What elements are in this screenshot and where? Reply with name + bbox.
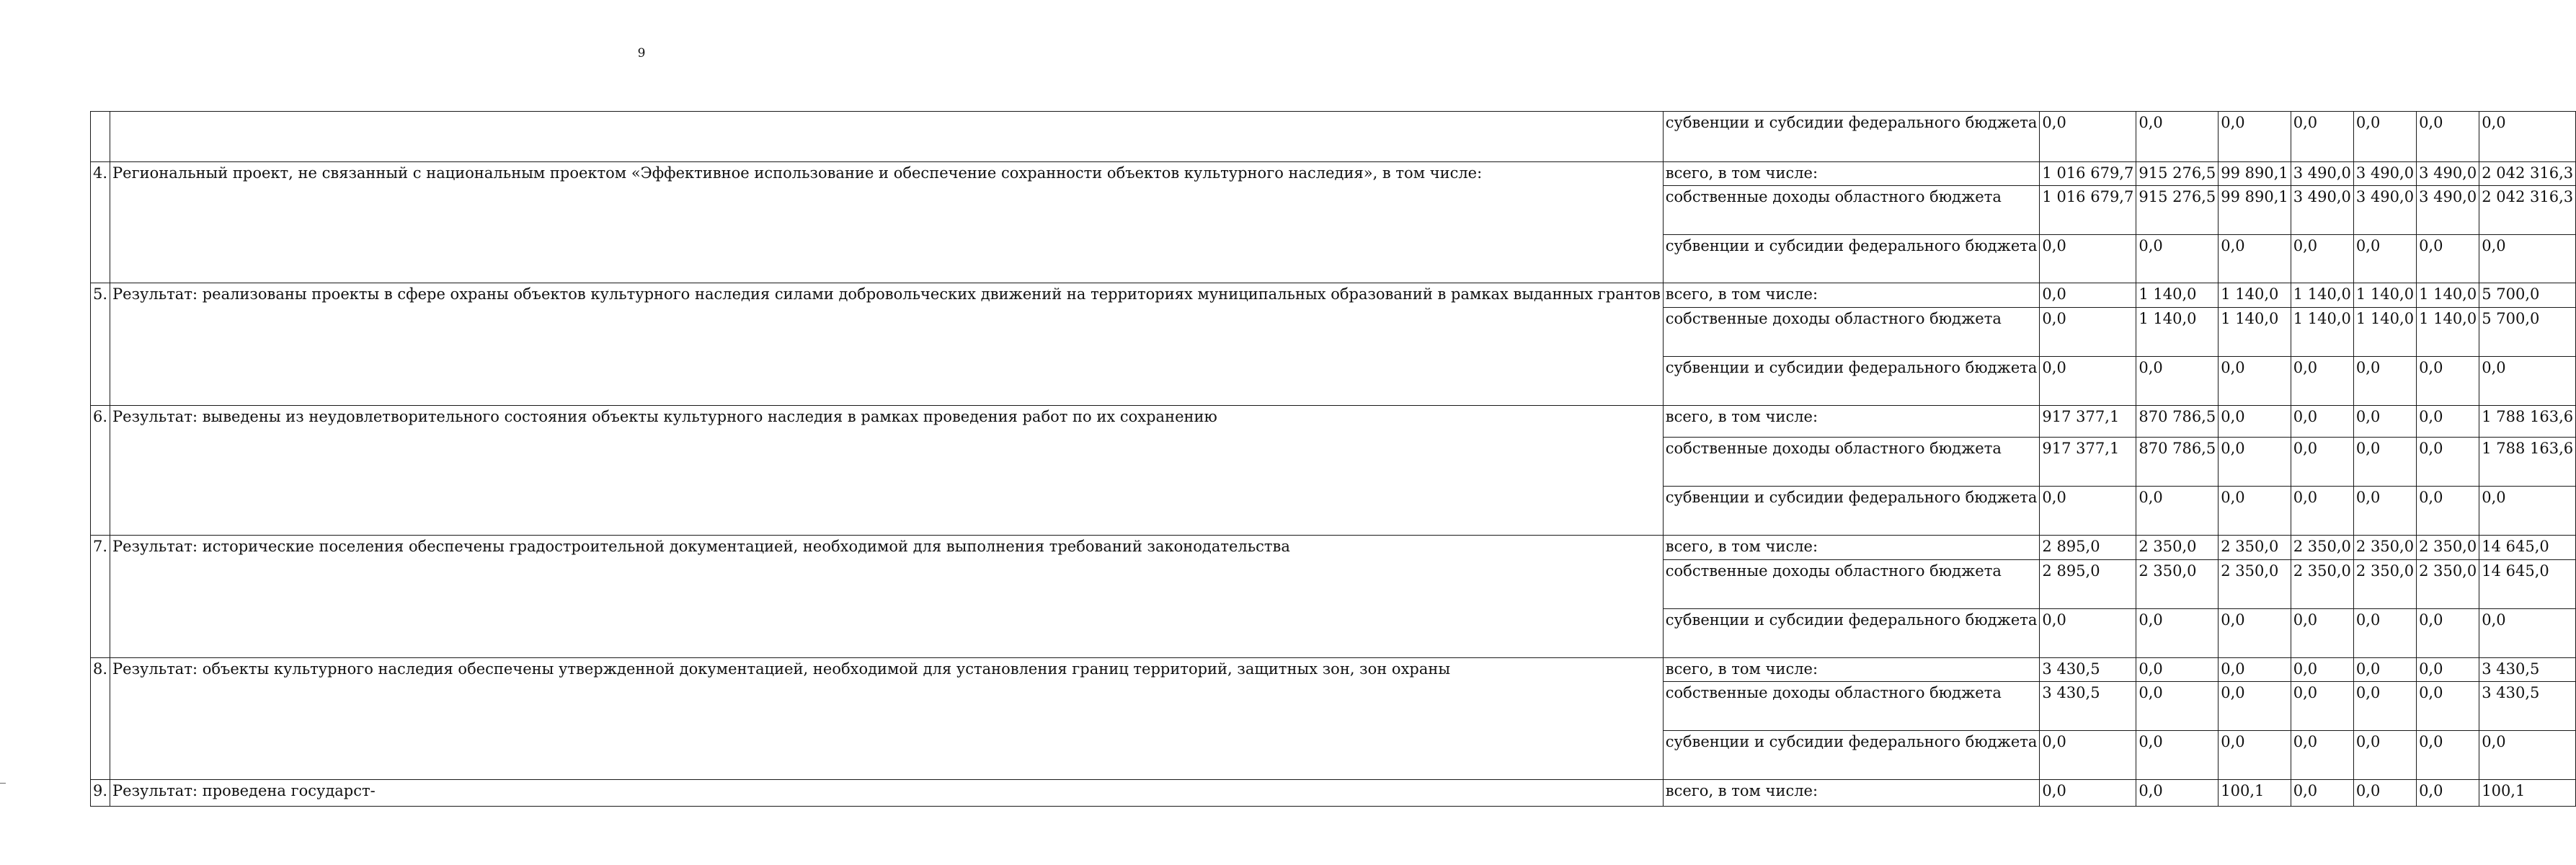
year-value-cell: 0,0 (2136, 487, 2219, 536)
year-value-cell: 0,0 (2417, 731, 2479, 780)
year-value-cell: 0,0 (2219, 438, 2291, 487)
funding-source: субвенции и субсидии федерального бюджета (1663, 731, 2040, 780)
year-value-cell: 2 350,0 (2291, 536, 2353, 560)
year-value-cell: 0,0 (2219, 487, 2291, 536)
total-value-cell: 0,0 (2479, 235, 2576, 283)
year-value-cell: 2 350,0 (2136, 560, 2219, 609)
row-description: Результат: исторические поселения обеспечены градостроительной документацией, необходимой для выполнения требований законодательства (110, 536, 1664, 658)
year-value-cell: 0,0 (2291, 438, 2353, 487)
total-value-cell: 0,0 (2479, 731, 2576, 780)
year-value-cell: 0,0 (2219, 731, 2291, 780)
year-value-cell: 0,0 (2219, 609, 2291, 658)
year-value-cell: 0,0 (2040, 283, 2136, 308)
total-value-cell: 3 430,5 (2479, 682, 2576, 731)
year-value-cell: 3 490,0 (2353, 162, 2416, 186)
year-value-cell: 0,0 (2040, 609, 2136, 658)
year-value-cell: 1 016 679,7 (2040, 186, 2136, 235)
year-value-cell: 0,0 (2040, 235, 2136, 283)
year-value-cell: 0,0 (2291, 235, 2353, 283)
year-value-cell: 0,0 (2136, 357, 2219, 406)
year-value-cell: 0,0 (2417, 357, 2479, 406)
funding-source: всего, в том числе: (1663, 406, 2040, 438)
year-value-cell: 1 140,0 (2291, 308, 2353, 357)
year-value-cell: 3 430,5 (2040, 658, 2136, 682)
table-row (91, 162, 2576, 186)
year-value-cell: 99 890,1 (2219, 186, 2291, 235)
funding-source: субвенции и субсидии федерального бюджета (1663, 112, 2040, 162)
table-row (91, 283, 2576, 308)
year-value-cell: 915 276,5 (2136, 186, 2219, 235)
total-value-cell: 5 700,0 (2479, 308, 2576, 357)
year-value-cell: 915 276,5 (2136, 162, 2219, 186)
row-description: Результат: выведены из неудовлетворительного состояния объекты культурного наследия в рамках проведения работ по их сохранению (110, 406, 1664, 536)
year-value-cell: 0,0 (2353, 235, 2416, 283)
funding-source: собственные доходы областного бюджета (1663, 682, 2040, 731)
year-value-cell: 0,0 (2219, 112, 2291, 162)
year-value-cell: 0,0 (2417, 609, 2479, 658)
row-description: Результат: проведена государст- (110, 780, 1664, 807)
year-value-cell: 100,1 (2219, 780, 2291, 807)
year-value-cell: 2 350,0 (2417, 560, 2479, 609)
total-value-cell: 2 042 316,3 (2479, 186, 2576, 235)
year-value-cell: 1 140,0 (2136, 283, 2219, 308)
year-value-cell: 0,0 (2136, 235, 2219, 283)
total-value-cell: 100,1 (2479, 780, 2576, 807)
table-row (91, 112, 2576, 162)
row-number: 4. (91, 162, 110, 283)
year-value-cell: 2 350,0 (2219, 560, 2291, 609)
funding-source: субвенции и субсидии федерального бюджета (1663, 487, 2040, 536)
margin-mark (0, 783, 6, 784)
year-value-cell: 0,0 (2040, 731, 2136, 780)
year-value-cell: 0,0 (2040, 112, 2136, 162)
total-value-cell: 14 645,0 (2479, 536, 2576, 560)
funding-source: субвенции и субсидии федерального бюджета (1663, 235, 2040, 283)
row-number: 7. (91, 536, 110, 658)
total-value-cell: 1 788 163,6 (2479, 438, 2576, 487)
year-value-cell: 1 016 679,7 (2040, 162, 2136, 186)
page-number: 9 (637, 46, 646, 61)
total-value-cell: 14 645,0 (2479, 560, 2576, 609)
year-value-cell: 3 490,0 (2353, 186, 2416, 235)
year-value-cell: 0,0 (2353, 780, 2416, 807)
year-value-cell: 2 350,0 (2417, 536, 2479, 560)
year-value-cell: 0,0 (2219, 357, 2291, 406)
year-value-cell: 0,0 (2040, 780, 2136, 807)
year-value-cell: 0,0 (2219, 682, 2291, 731)
year-value-cell: 0,0 (2353, 406, 2416, 438)
year-value-cell: 1 140,0 (2136, 308, 2219, 357)
year-value-cell: 2 895,0 (2040, 536, 2136, 560)
year-value-cell: 0,0 (2291, 357, 2353, 406)
funding-source: всего, в том числе: (1663, 780, 2040, 807)
total-value-cell: 0,0 (2479, 487, 2576, 536)
year-value-cell: 0,0 (2353, 112, 2416, 162)
total-value-cell: 1 788 163,6 (2479, 406, 2576, 438)
year-value-cell: 0,0 (2136, 731, 2219, 780)
year-value-cell: 0,0 (2417, 235, 2479, 283)
year-value-cell: 0,0 (2040, 357, 2136, 406)
row-number: 9. (91, 780, 110, 807)
year-value-cell: 0,0 (2136, 658, 2219, 682)
year-value-cell: 0,0 (2291, 731, 2353, 780)
year-value-cell: 0,0 (2040, 487, 2136, 536)
table-body (91, 112, 2576, 807)
total-value-cell: 0,0 (2479, 357, 2576, 406)
year-value-cell: 0,0 (2353, 438, 2416, 487)
year-value-cell: 2 350,0 (2353, 560, 2416, 609)
year-value-cell: 1 140,0 (2353, 308, 2416, 357)
year-value-cell: 870 786,5 (2136, 406, 2219, 438)
total-value-cell: 2 042 316,3 (2479, 162, 2576, 186)
year-value-cell: 0,0 (2136, 780, 2219, 807)
year-value-cell: 3 490,0 (2417, 186, 2479, 235)
year-value-cell: 0,0 (2291, 780, 2353, 807)
year-value-cell: 3 490,0 (2291, 186, 2353, 235)
year-value-cell: 0,0 (2291, 112, 2353, 162)
year-value-cell: 917 377,1 (2040, 438, 2136, 487)
year-value-cell: 1 140,0 (2219, 308, 2291, 357)
row-description (110, 112, 1664, 162)
year-value-cell: 0,0 (2219, 235, 2291, 283)
year-value-cell: 0,0 (2291, 658, 2353, 682)
year-value-cell: 2 350,0 (2353, 536, 2416, 560)
row-description: Региональный проект, не связанный с национальным проектом «Эффективное использование и обеспечение сохранности объектов культурного наследия», в том числе: (110, 162, 1664, 283)
year-value-cell: 0,0 (2136, 112, 2219, 162)
year-value-cell: 870 786,5 (2136, 438, 2219, 487)
funding-source: всего, в том числе: (1663, 536, 2040, 560)
table-row (91, 406, 2576, 438)
year-value-cell: 3 490,0 (2417, 162, 2479, 186)
funding-source: субвенции и субсидии федерального бюджета (1663, 609, 2040, 658)
total-value-cell: 0,0 (2479, 112, 2576, 162)
year-value-cell: 2 350,0 (2219, 536, 2291, 560)
year-value-cell: 0,0 (2219, 406, 2291, 438)
total-value-cell: 3 430,5 (2479, 658, 2576, 682)
year-value-cell: 0,0 (2417, 487, 2479, 536)
year-value-cell: 2 350,0 (2136, 536, 2219, 560)
year-value-cell: 99 890,1 (2219, 162, 2291, 186)
year-value-cell: 0,0 (2417, 780, 2479, 807)
year-value-cell: 0,0 (2353, 731, 2416, 780)
row-number: 6. (91, 406, 110, 536)
row-number: 8. (91, 658, 110, 780)
year-value-cell: 0,0 (2136, 609, 2219, 658)
year-value-cell: 0,0 (2353, 658, 2416, 682)
table-row (91, 780, 2576, 807)
year-value-cell: 3 430,5 (2040, 682, 2136, 731)
year-value-cell: 1 140,0 (2417, 283, 2479, 308)
year-value-cell: 0,0 (2291, 487, 2353, 536)
funding-source: всего, в том числе: (1663, 658, 2040, 682)
year-value-cell: 0,0 (2417, 438, 2479, 487)
funding-source: субвенции и субсидии федерального бюджета (1663, 357, 2040, 406)
funding-source: всего, в том числе: (1663, 283, 2040, 308)
year-value-cell: 0,0 (2291, 609, 2353, 658)
row-description: Результат: объекты культурного наследия обеспечены утвержденной документацией, необходимой для установления границ территорий, защитных зон, зон охраны (110, 658, 1664, 780)
year-value-cell: 1 140,0 (2291, 283, 2353, 308)
funding-source: всего, в том числе: (1663, 162, 2040, 186)
year-value-cell: 0,0 (2291, 682, 2353, 731)
year-value-cell: 0,0 (2417, 112, 2479, 162)
funding-source: собственные доходы областного бюджета (1663, 308, 2040, 357)
year-value-cell: 3 490,0 (2291, 162, 2353, 186)
year-value-cell: 0,0 (2291, 406, 2353, 438)
year-value-cell: 0,0 (2219, 658, 2291, 682)
total-value-cell: 0,0 (2479, 609, 2576, 658)
year-value-cell: 0,0 (2353, 357, 2416, 406)
year-value-cell: 0,0 (2353, 609, 2416, 658)
budget-table (90, 111, 2576, 807)
table-row (91, 536, 2576, 560)
year-value-cell: 2 895,0 (2040, 560, 2136, 609)
year-value-cell: 1 140,0 (2219, 283, 2291, 308)
year-value-cell: 2 350,0 (2291, 560, 2353, 609)
row-description: Результат: реализованы проекты в сфере охраны объектов культурного наследия силами добровольческих движений на территориях муниципальных образований в рамках выданных грантов (110, 283, 1664, 406)
row-number: 5. (91, 283, 110, 406)
year-value-cell: 0,0 (2417, 682, 2479, 731)
year-value-cell: 0,0 (2353, 682, 2416, 731)
year-value-cell: 1 140,0 (2417, 308, 2479, 357)
table-row (91, 658, 2576, 682)
year-value-cell: 1 140,0 (2353, 283, 2416, 308)
total-value-cell: 5 700,0 (2479, 283, 2576, 308)
year-value-cell: 0,0 (2040, 308, 2136, 357)
funding-source: собственные доходы областного бюджета (1663, 560, 2040, 609)
year-value-cell: 0,0 (2353, 487, 2416, 536)
year-value-cell: 0,0 (2417, 658, 2479, 682)
row-number (91, 112, 110, 162)
year-value-cell: 917 377,1 (2040, 406, 2136, 438)
year-value-cell: 0,0 (2417, 406, 2479, 438)
funding-source: собственные доходы областного бюджета (1663, 186, 2040, 235)
funding-source: собственные доходы областного бюджета (1663, 438, 2040, 487)
year-value-cell: 0,0 (2136, 682, 2219, 731)
